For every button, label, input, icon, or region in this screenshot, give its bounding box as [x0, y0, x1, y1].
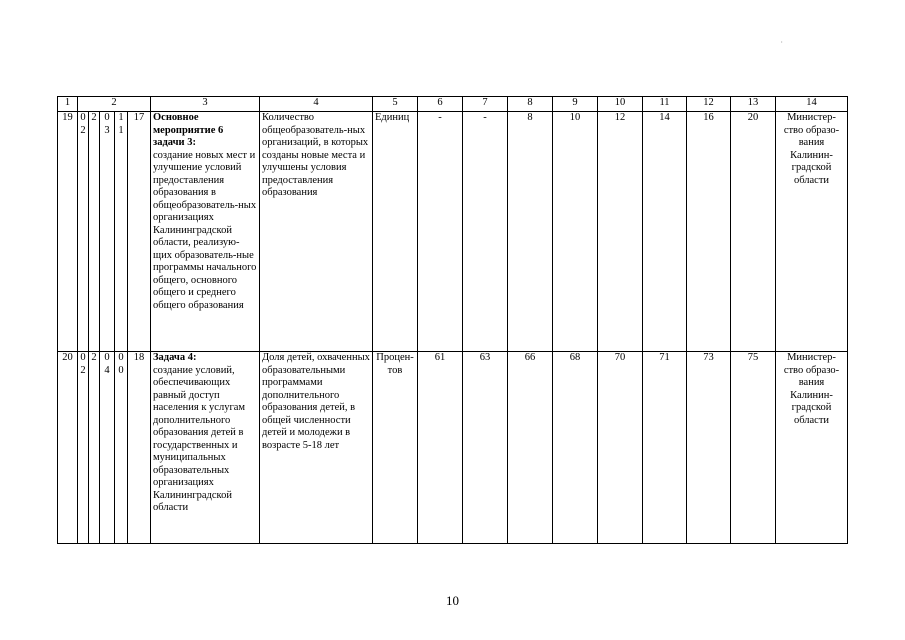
page-number: 10	[446, 593, 459, 608]
header-cell: 13	[731, 97, 776, 112]
unit-cell: Единиц	[373, 112, 418, 352]
activity-cell	[151, 112, 260, 352]
responsible-cell: Министер-ство образо-вания Калинин-градской области	[776, 352, 848, 544]
header-cell: 2	[78, 97, 151, 112]
activity-title: Задача 4:	[153, 352, 197, 363]
header-cell: 10	[598, 97, 643, 112]
value-cell: 8	[508, 112, 553, 352]
code-cell: 11	[115, 112, 128, 352]
value-cell: 75	[731, 352, 776, 544]
header-cell: 5	[373, 97, 418, 112]
code-cell: 2	[89, 112, 100, 352]
code-cell: 02	[78, 112, 89, 352]
value-cell: 20	[731, 112, 776, 352]
activity-cell	[151, 352, 260, 544]
scan-mark: ·	[780, 38, 783, 47]
table-row	[58, 112, 848, 352]
value-cell: 68	[553, 352, 598, 544]
value-cell: 10	[553, 112, 598, 352]
responsible-cell: Министер-ство образо-вания Калинин-градской области	[776, 112, 848, 352]
value-cell: 16	[687, 112, 731, 352]
value-cell: 63	[463, 352, 508, 544]
header-cell: 11	[643, 97, 687, 112]
code-cell: 17	[128, 112, 151, 352]
activity-body: создание новых мест и улучшение условий предоставления образования в общеобразователь-ных организациях Калининградской области, реализую-щих образователь-ные программы начального общего, основного общего и среднего общего образования	[153, 149, 257, 311]
program-table	[57, 96, 848, 544]
activity-body: создание условий, обеспечивающих равный доступ населения к услугам дополнительного образования детей в государственных и муниципальных образовательных организациях Калининградской области	[153, 364, 246, 513]
indicator-cell: Количество общеобразователь-ных организаций, в которых созданы новые места и улучшены условия предоставления образования	[260, 112, 373, 352]
header-cell: 4	[260, 97, 373, 112]
value-cell: 12	[598, 112, 643, 352]
value-cell: 73	[687, 352, 731, 544]
code-cell: 18	[128, 352, 151, 544]
header-cell: 7	[463, 97, 508, 112]
row-number: 19	[58, 112, 78, 352]
code-cell: 02	[78, 352, 89, 544]
row-number: 20	[58, 352, 78, 544]
activity-title: Основное мероприятие 6 задачи 3:	[153, 112, 224, 148]
header-cell: 12	[687, 97, 731, 112]
header-cell: 6	[418, 97, 463, 112]
code-cell: 04	[100, 352, 115, 544]
code-cell: 00	[115, 352, 128, 544]
value-cell: 61	[418, 352, 463, 544]
header-cell: 14	[776, 97, 848, 112]
value-cell: -	[418, 112, 463, 352]
value-cell: 66	[508, 352, 553, 544]
header-cell: 9	[553, 97, 598, 112]
table-row	[58, 352, 848, 544]
header-cell: 1	[58, 97, 78, 112]
unit-cell: Процен-тов	[373, 352, 418, 544]
value-cell: 71	[643, 352, 687, 544]
header-cell: 8	[508, 97, 553, 112]
value-cell: -	[463, 112, 508, 352]
value-cell: 70	[598, 352, 643, 544]
indicator-cell: Доля детей, охваченных образовательными программами дополнительного образования детей, в общей численности детей и молодежи в возрасте 5-18 лет	[260, 352, 373, 544]
value-cell: 14	[643, 112, 687, 352]
code-cell: 2	[89, 352, 100, 544]
header-cell: 3	[151, 97, 260, 112]
header-row	[58, 97, 848, 112]
code-cell: 03	[100, 112, 115, 352]
